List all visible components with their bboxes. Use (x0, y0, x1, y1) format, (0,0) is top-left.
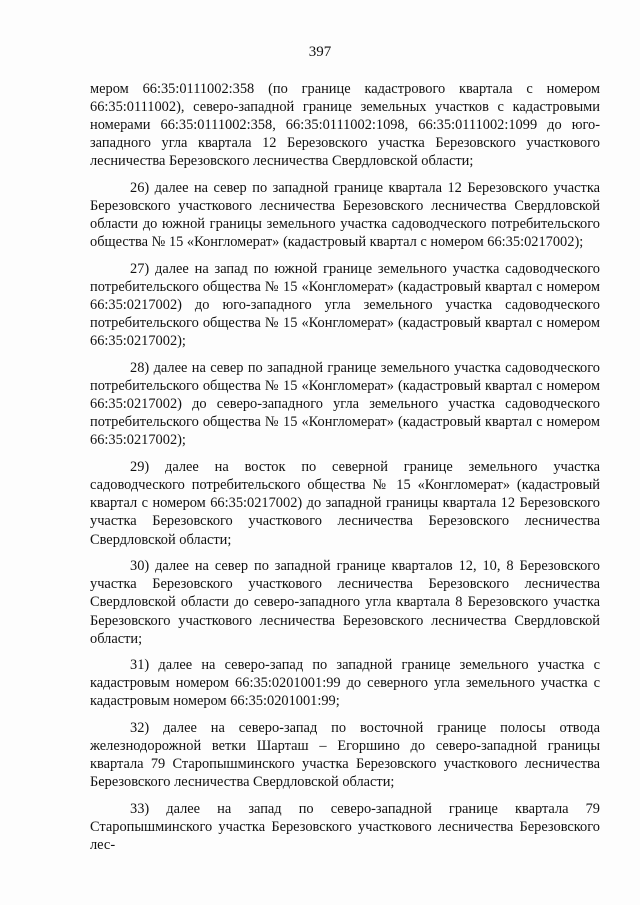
paragraph-item-28: 28) далее на север по западной границе земельного участка садоводческого потребительского общества № 15 «Конгломерат» (кадастровый квартал с номером 66:35:0217002) до северо-западного угла земельного участка садоводческого потребительского общества № 15 «Конгломерат» (кадастровый квартал с номером 66:35:0217002); (90, 360, 600, 449)
paragraph-item-33: 33) далее на запад по северо-западной границе квартала 79 Старопышминского участка Березовского участкового лесничества Березовского лес- (90, 801, 600, 854)
document-body (90, 80, 600, 863)
paragraph-item-29: 29) далее на восток по северной границе земельного участка садоводческого потребительского общества № 15 «Конгломерат» (кадастровый квартал с номером 66:35:0217002) до западной границы квартала 12 Березовского участка Березовского участкового лесничества Березовского лесничества Свердловской области; (90, 459, 600, 548)
page-number: 397 (308, 44, 332, 60)
paragraph-item-30: 30) далее на север по западной границе кварталов 12, 10, 8 Березовского участка Березовского участкового лесничества Березовского лесничества Свердловской области до северо-западного угла квартала 8 Березовского участка Березовского участкового лесничества Березовского лесничества Свердловской области; (90, 558, 600, 647)
paragraph-item-32: 32) далее на северо-запад по восточной границе полосы отвода железнодорожной ветки Шарташ – Егоршино до северо-западной границы квартала 79 Старопышминского участка Березовского участкового лесничества Березовского лесничества Свердловской области; (90, 720, 600, 791)
paragraph-item-26: 26) далее на север по западной границе квартала 12 Березовского участка Березовского участкового лесничества Березовского лесничества Свердловской области до южной границы земельного участка садоводческого потребительского общества № 15 «Конгломерат» (кадастровый квартал с номером 66:35:0217002); (90, 180, 600, 251)
paragraph-continuation: мером 66:35:0111002:358 (по границе кадастрового квартала с номером 66:35:0111002), северо-западной границе земельных участков с кадастровыми номерами 66:35:0111002:358, 66:35:0111002:1098, 66:35:0111002:1099 до юго-западного угла квартала 12 Березовского участка Березовского участкового лесничества Березовского лесничества Свердловской области; (90, 81, 600, 170)
paragraph-item-27: 27) далее на запад по южной границе земельного участка садоводческого потребительского общества № 15 «Конгломерат» (кадастровый квартал с номером 66:35:0217002) до юго-западного угла земельного участка садоводческого потребительского общества № 15 «Конгломерат» (кадастровый квартал с номером 66:35:0217002); (90, 261, 600, 350)
paragraph-item-31: 31) далее на северо-запад по западной границе земельного участка с кадастровым номером 66:35:0201001:99 до северного угла земельного участка с кадастровым номером 66:35:0201001:99; (90, 657, 600, 710)
